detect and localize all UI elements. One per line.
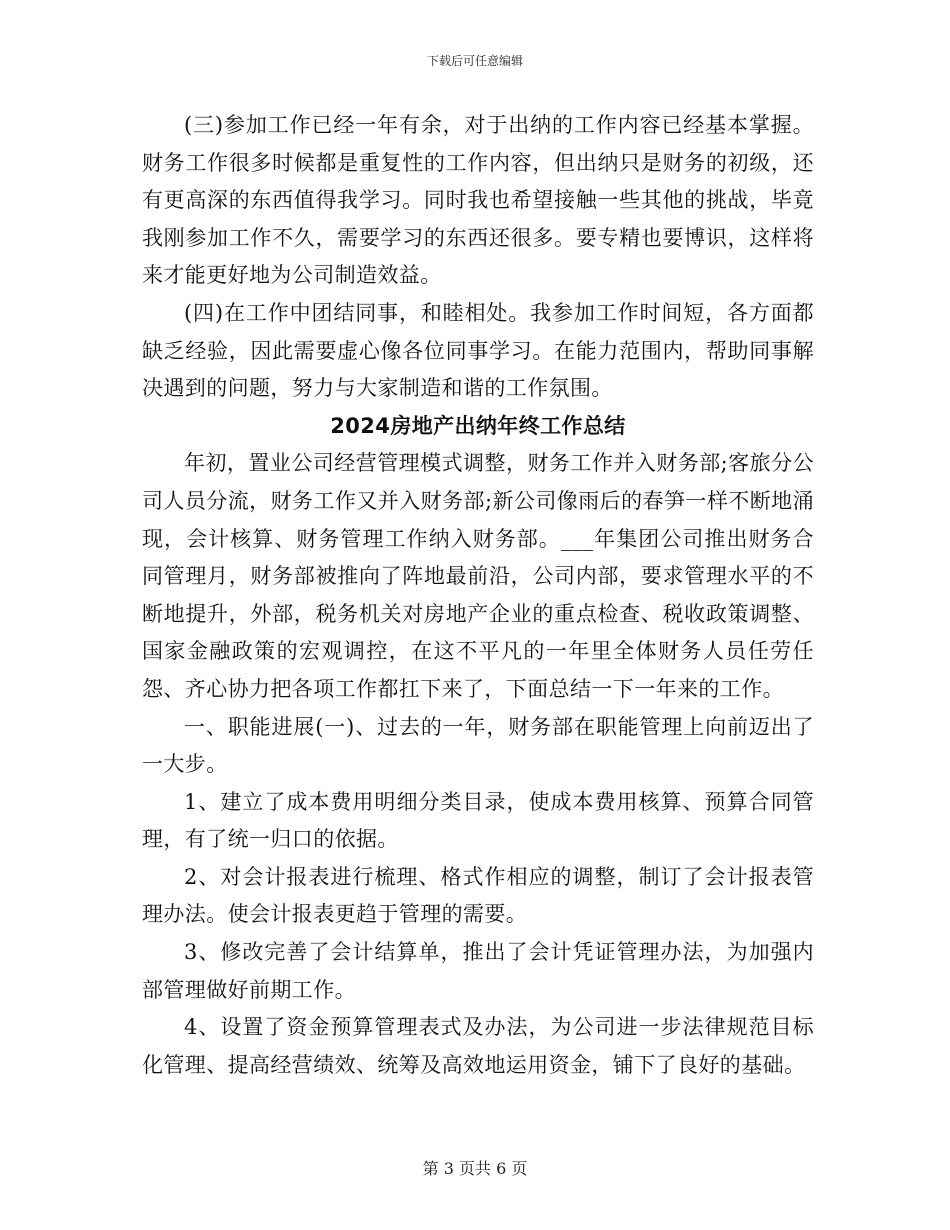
document-body bbox=[142, 107, 814, 1084]
page-header: 下载后可任意编辑 bbox=[426, 54, 523, 68]
intro-paragraph: 年初，置业公司经营管理模式调整，财务工作并入财务部;客旅分公司人员分流，财务工作又并入财务部;新公司像雨后的春笋一样不断地涌现，会计核算、财务管理工作纳入财务部。___年集团公司推出财务合同管理月，财务部被推向了阵地最前沿，公司内部，要求管理水平的不断地提升，外部，税务机关对房地产企业的重点检查、税收政策调整、国家金融政策的宏观调控，在这不平凡的一年里全体财务人员任劳任怨、齐心协力把各项工作都扛下来了，下面总结一下一年来的工作。 bbox=[142, 451, 814, 701]
page-footer: 第 3 页共 6 页 bbox=[422, 1159, 528, 1178]
list-item-2: 2、对会计报表进行梳理、格式作相应的调整，制订了会计报表管理办法。使会计报表更趋于管理的需要。 bbox=[142, 864, 814, 927]
list-item-4: 4、设置了资金预算管理表式及办法，为公司进一步法律规范目标化管理、提高经营绩效、统筹及高效地运用资金，铺下了良好的基础。 bbox=[142, 1015, 814, 1077]
section-title: 2024房地产出纳年终工作总结 bbox=[330, 413, 626, 438]
section-one-heading: 一、职能进展(一)、过去的一年，财务部在职能管理上向前迈出了一大步。 bbox=[142, 714, 814, 777]
paragraph-4: (四)在工作中团结同事，和睦相处。我参加工作时间短，各方面都缺乏经验，因此需要虚心像各位同事学习。在能力范围内，帮助同事解决遇到的问题，努力与大家制造和谐的工作氛围。 bbox=[142, 300, 814, 401]
list-item-1: 1、建立了成本费用明细分类目录，使成本费用核算、预算合同管理，有了统一归口的依据。 bbox=[142, 789, 814, 852]
paragraph-3: (三)参加工作已经一年有余，对于出纳的工作内容已经基本掌握。财务工作很多时候都是重复性的工作内容，但出纳只是财务的初级，还有更高深的东西值得我学习。同时我也希望接触一些其他的挑战，毕竟我刚参加工作不久，需要学习的东西还很多。要专精也要博识，这样将来才能更好地为公司制造效益。 bbox=[142, 113, 814, 288]
list-item-3: 3、修改完善了会计结算单，推出了会计凭证管理办法，为加强内部管理做好前期工作。 bbox=[142, 940, 814, 1002]
